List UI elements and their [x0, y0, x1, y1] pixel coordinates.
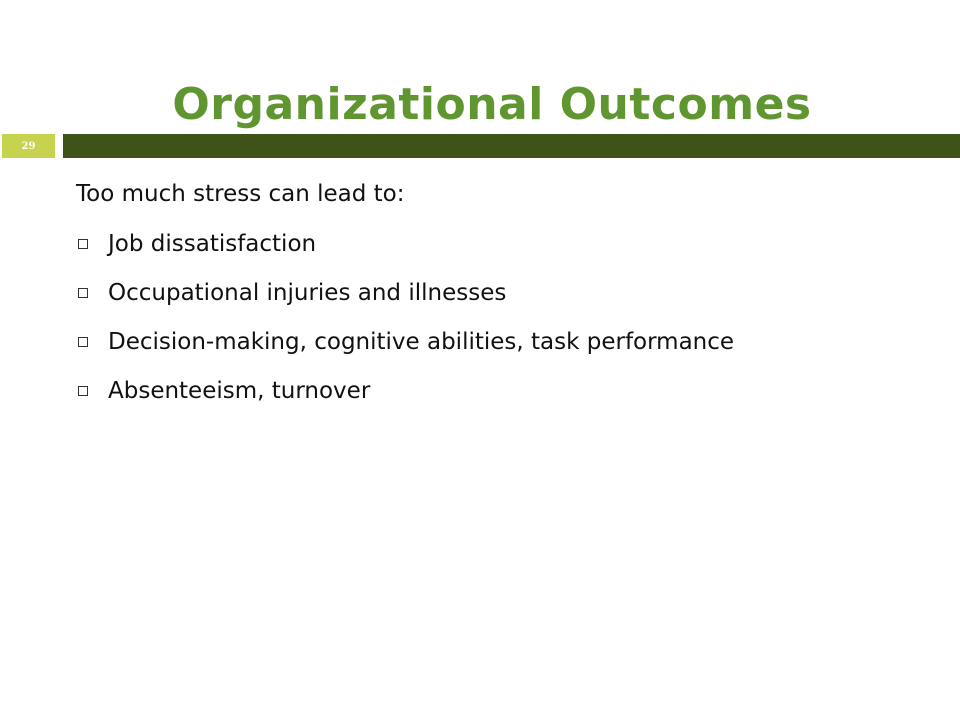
square-bullet-icon [78, 337, 88, 347]
bullet-item-job-dissatisfaction [76, 219, 936, 268]
bullet-item-decision-making [76, 317, 936, 366]
slide-number-badge [2, 134, 55, 158]
intro-text: Too much stress can lead to: [76, 181, 405, 207]
bullet-item-occupational-injuries [76, 268, 936, 317]
bullet-text-job-dissatisfaction: Job dissatisfaction [108, 230, 317, 257]
bullet-text-occupational-injuries: Occupational injuries and illnesses [108, 279, 507, 306]
slide-title: Organizational Outcomes [172, 79, 812, 131]
square-bullet-icon [78, 386, 88, 396]
bullet-text-decision-making: Decision-making, cognitive abilities, task performance [108, 328, 735, 355]
bullet-item-absenteeism [76, 366, 936, 415]
slide-number: 29 [21, 140, 36, 152]
title-divider-bar [63, 134, 960, 158]
slide-content [76, 174, 936, 415]
outcomes-list [76, 219, 936, 415]
square-bullet-icon [78, 288, 88, 298]
bullet-text-absenteeism: Absenteeism, turnover [108, 377, 371, 404]
square-bullet-icon [78, 239, 88, 249]
